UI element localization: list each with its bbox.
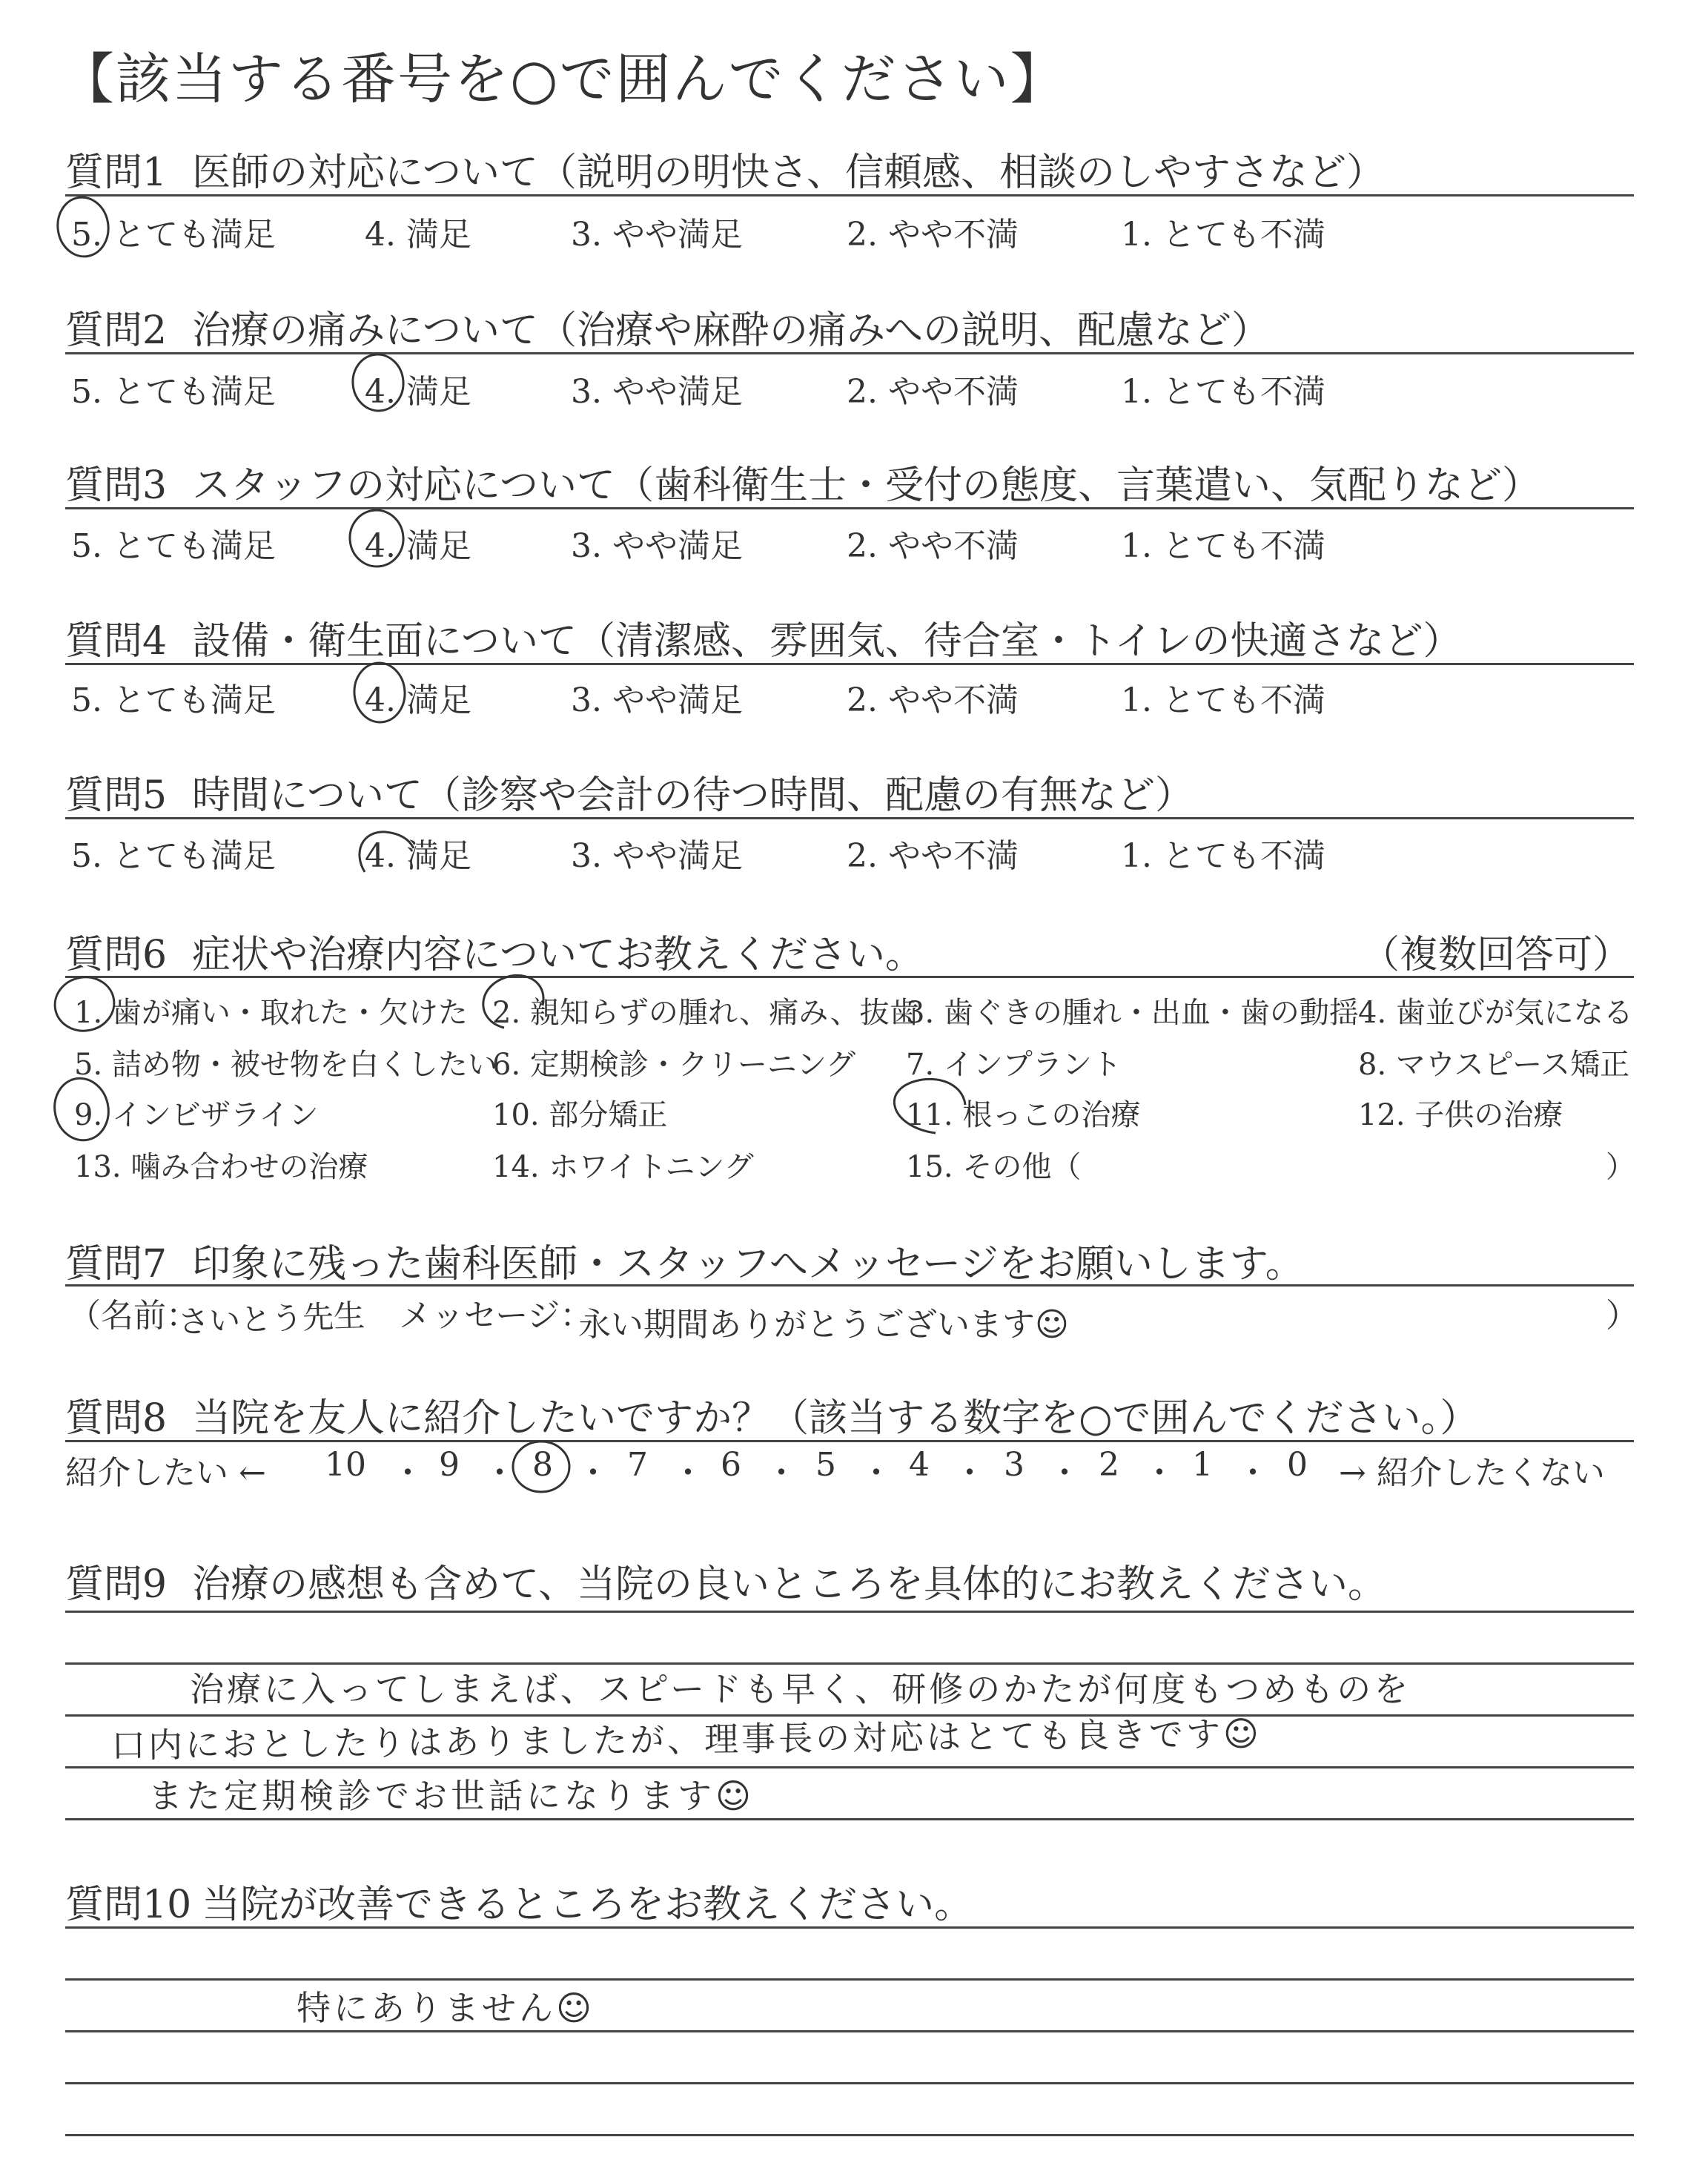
score-6[interactable]: 6 bbox=[721, 1446, 741, 1484]
question-label: 質問10 bbox=[65, 1883, 192, 1927]
q5-option-1[interactable]: 1. とても不満 bbox=[1121, 837, 1325, 875]
question-text: 印象に残った歯科医師・スタッフへメッセージをお願いします。 bbox=[192, 1242, 1304, 1287]
divider bbox=[65, 1284, 1634, 1287]
dot-separator: ・ bbox=[1237, 1454, 1269, 1492]
score-7[interactable]: 7 bbox=[627, 1446, 648, 1484]
q2-option-5[interactable]: 5. とても満足 bbox=[71, 373, 276, 411]
q4-option-2[interactable]: 2. やや不満 bbox=[847, 681, 1019, 719]
question-5 bbox=[65, 764, 1194, 819]
q6-item-12[interactable]: 12. 子供の治療 bbox=[1358, 1098, 1563, 1132]
q6-item-5[interactable]: 5. 詰め物・被せ物を白くしたい bbox=[74, 1048, 497, 1082]
question-8 bbox=[65, 1387, 1478, 1442]
question-1 bbox=[65, 141, 1385, 196]
q9-answer-line-2[interactable]: 口内におとしたりはありましたが、理事長の対応はとても良きです☺ bbox=[110, 1713, 1262, 1766]
message-close: ） bbox=[1606, 1297, 1638, 1335]
answer-line bbox=[65, 1978, 1634, 1981]
q6-item-4[interactable]: 4. 歯並びが気になる bbox=[1358, 996, 1633, 1030]
score-3[interactable]: 3 bbox=[1004, 1446, 1025, 1484]
score-2[interactable]: 2 bbox=[1099, 1446, 1119, 1484]
q6-item-10[interactable]: 10. 部分矯正 bbox=[492, 1098, 668, 1132]
q5-option-5[interactable]: 5. とても満足 bbox=[71, 837, 276, 875]
q2-option-2[interactable]: 2. やや不満 bbox=[847, 373, 1019, 411]
q2-option-4[interactable]: 4. 満足 bbox=[365, 373, 471, 411]
q1-option-4[interactable]: 4. 満足 bbox=[365, 216, 471, 254]
question-label: 質問1 bbox=[65, 151, 168, 195]
q1-option-3[interactable]: 3. やや満足 bbox=[571, 216, 743, 254]
answer-line bbox=[65, 2030, 1634, 2032]
dot-separator: ・ bbox=[860, 1454, 893, 1492]
divider bbox=[65, 507, 1634, 509]
question-2 bbox=[65, 299, 1270, 354]
divider bbox=[65, 817, 1634, 819]
divider bbox=[65, 352, 1634, 354]
name-handwritten[interactable]: さいとう先生 bbox=[177, 1297, 365, 1341]
q6-item-1[interactable]: 1. 歯が痛い・取れた・欠けた bbox=[74, 996, 468, 1030]
answer-line bbox=[65, 2134, 1634, 2136]
question-label: 質問2 bbox=[65, 308, 168, 353]
q4-option-1[interactable]: 1. とても不満 bbox=[1121, 681, 1325, 719]
question-text: 治療の痛みについて（治療や麻酔の痛みへの説明、配慮など） bbox=[192, 308, 1271, 353]
dot-separator: ・ bbox=[1143, 1454, 1176, 1492]
q6-item-15-close: ） bbox=[1606, 1150, 1635, 1184]
question-text: 設備・衛生面について（清潔感、雰囲気、待合室・トイレの快適さなど） bbox=[192, 619, 1462, 664]
question-6 bbox=[65, 923, 924, 979]
q6-item-7[interactable]: 7. インプラント bbox=[906, 1048, 1122, 1082]
q6-item-15[interactable]: 15. その他（ bbox=[906, 1150, 1082, 1184]
score-8[interactable]: 8 bbox=[532, 1446, 553, 1484]
q6-item-2[interactable]: 2. 親知らずの腫れ、痛み、抜歯 bbox=[492, 996, 919, 1030]
q10-answer[interactable]: 特にありません☺ bbox=[297, 1988, 595, 2028]
score-5[interactable]: 5 bbox=[815, 1446, 836, 1484]
q2-option-1[interactable]: 1. とても不満 bbox=[1121, 373, 1325, 411]
question-text: 医師の対応について（説明の明快さ、信頼感、相談のしやすさなど） bbox=[192, 151, 1385, 195]
q2-option-3[interactable]: 3. やや満足 bbox=[571, 373, 743, 411]
question-label: 質問3 bbox=[65, 463, 168, 508]
q5-option-3[interactable]: 3. やや満足 bbox=[571, 837, 743, 875]
question-text: 症状や治療内容についてお教えください。 bbox=[192, 933, 924, 977]
divider bbox=[65, 194, 1634, 196]
question-10 bbox=[65, 1873, 973, 1929]
dot-separator: ・ bbox=[391, 1454, 424, 1492]
score-10[interactable]: 10 bbox=[325, 1446, 366, 1484]
answer-line bbox=[65, 1611, 1634, 1613]
question-label: 質問9 bbox=[65, 1562, 168, 1607]
dot-separator: ・ bbox=[1048, 1454, 1081, 1492]
q4-option-4[interactable]: 4. 満足 bbox=[365, 681, 471, 719]
question-label: 質問8 bbox=[65, 1396, 168, 1441]
question-4 bbox=[65, 610, 1461, 665]
dot-separator: ・ bbox=[483, 1454, 516, 1492]
question-label: 質問7 bbox=[65, 1242, 168, 1287]
question-label: 質問5 bbox=[65, 773, 168, 818]
score-9[interactable]: 9 bbox=[439, 1446, 460, 1484]
divider bbox=[65, 663, 1634, 665]
divider bbox=[65, 976, 1634, 978]
score-4[interactable]: 4 bbox=[909, 1446, 930, 1484]
score-0[interactable]: 0 bbox=[1287, 1446, 1308, 1484]
q6-item-14[interactable]: 14. ホワイトニング bbox=[492, 1150, 754, 1184]
q1-option-2[interactable]: 2. やや不満 bbox=[847, 216, 1019, 254]
recommend-left-label: 紹介したい ← bbox=[65, 1454, 266, 1492]
name-label: （名前： bbox=[68, 1297, 199, 1335]
dot-separator: ・ bbox=[953, 1454, 986, 1492]
q6-item-11[interactable]: 11. 根っこの治療 bbox=[906, 1098, 1141, 1132]
question-label: 質問4 bbox=[65, 619, 168, 664]
q3-option-5[interactable]: 5. とても満足 bbox=[71, 527, 276, 565]
message-label: メッセージ： bbox=[399, 1297, 593, 1335]
q9-answer-line-3[interactable]: また定期検診でお世話になります☺ bbox=[148, 1776, 755, 1816]
q4-option-5[interactable]: 5. とても満足 bbox=[71, 681, 276, 719]
q6-item-9[interactable]: 9. インビザライン bbox=[74, 1098, 319, 1132]
question-text: 当院を友人に紹介したいですか？（該当する数字を○で囲んでください。） bbox=[192, 1396, 1479, 1441]
q5-option-2[interactable]: 2. やや不満 bbox=[847, 837, 1019, 875]
question-label: 質問6 bbox=[65, 933, 168, 977]
q6-item-3[interactable]: 3. 歯ぐきの腫れ・出血・歯の動揺 bbox=[906, 996, 1359, 1030]
question-text: スタッフの対応について（歯科衛生士・受付の態度、言葉遣い、気配りなど） bbox=[192, 463, 1541, 508]
q3-option-3[interactable]: 3. やや満足 bbox=[571, 527, 743, 565]
answer-line bbox=[65, 2082, 1634, 2084]
q6-item-13[interactable]: 13. 噛み合わせの治療 bbox=[74, 1150, 368, 1184]
multiple-answer-note: （複数回答可） bbox=[1361, 933, 1632, 977]
answer-line bbox=[65, 1818, 1634, 1820]
q1-option-5[interactable]: 5. とても満足 bbox=[71, 216, 276, 254]
question-text: 時間について（診察や会計の待つ時間、配慮の有無など） bbox=[192, 773, 1194, 818]
q6-item-6[interactable]: 6. 定期検診・クリーニング bbox=[492, 1048, 856, 1082]
question-3 bbox=[65, 454, 1540, 509]
recommend-right-label: → 紹介したくない bbox=[1339, 1454, 1605, 1492]
answer-line bbox=[65, 1926, 1634, 1929]
question-text: 治療の感想も含めて、当院の良いところを具体的にお教えください。 bbox=[192, 1562, 1387, 1607]
q6-item-8[interactable]: 8. マウスピース矯正 bbox=[1358, 1048, 1630, 1082]
message-handwritten[interactable]: 永い期間ありがとうございます☺ bbox=[578, 1306, 1069, 1344]
q1-option-1[interactable]: 1. とても不満 bbox=[1121, 216, 1325, 254]
q3-option-4[interactable]: 4. 満足 bbox=[365, 527, 471, 565]
dot-separator: ・ bbox=[765, 1454, 798, 1492]
question-text: 当院が改善できるところをお教えください。 bbox=[202, 1883, 973, 1927]
dot-separator: ・ bbox=[577, 1454, 609, 1492]
question-7 bbox=[65, 1232, 1304, 1288]
dot-separator: ・ bbox=[672, 1454, 704, 1492]
question-9 bbox=[65, 1553, 1386, 1608]
score-1[interactable]: 1 bbox=[1192, 1446, 1213, 1484]
q4-option-3[interactable]: 3. やや満足 bbox=[571, 681, 743, 719]
divider bbox=[65, 1440, 1634, 1442]
q3-option-2[interactable]: 2. やや不満 bbox=[847, 527, 1019, 565]
q9-answer-line-1[interactable]: 治療に入ってしまえば、スピードも早く、研修のかたが何度もつめものを bbox=[190, 1669, 1411, 1709]
q3-option-1[interactable]: 1. とても不満 bbox=[1121, 527, 1325, 565]
answer-line bbox=[65, 1766, 1634, 1768]
q5-option-4[interactable]: 4. 満足 bbox=[365, 837, 471, 875]
page-title: 【該当する番号を○で囲んでください】 bbox=[59, 47, 1067, 111]
